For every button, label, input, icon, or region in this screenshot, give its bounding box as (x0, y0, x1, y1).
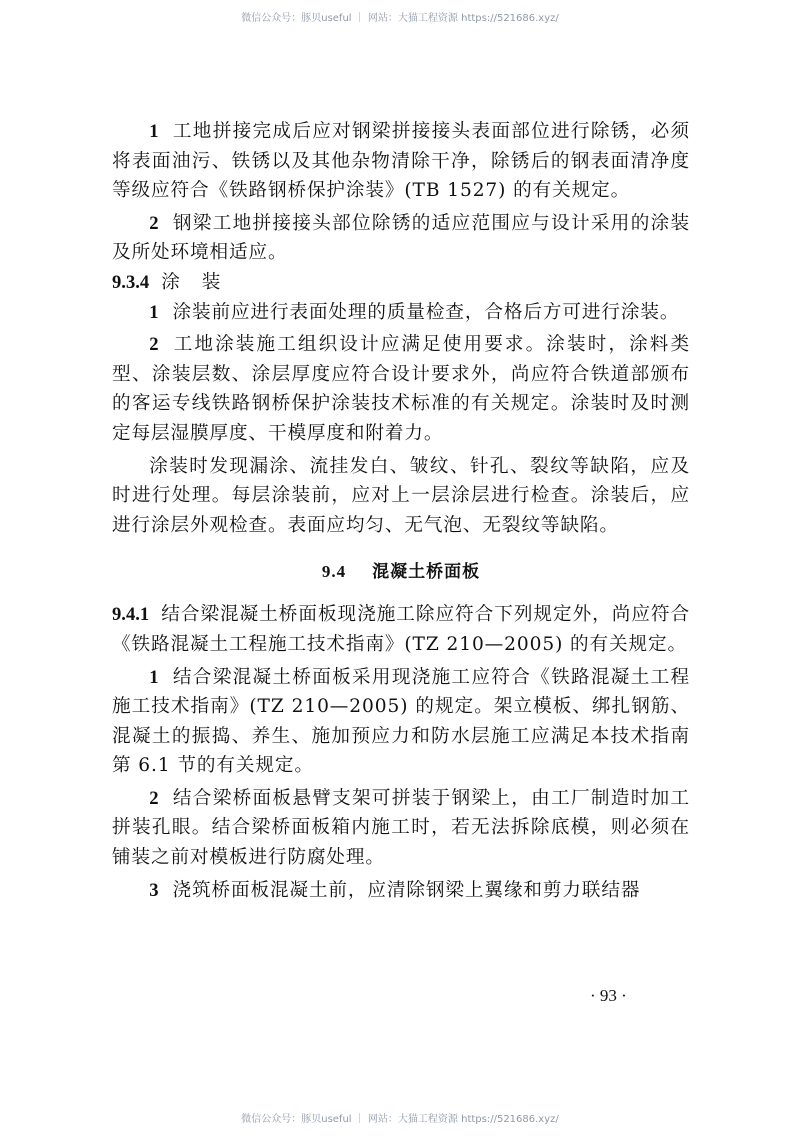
paragraph-text: 涂装时发现漏涂、流挂发白、皱纹、针孔、裂纹等缺陷，应及时进行处理。每层涂装前，应对上一层涂层进行检查。涂装后，应进行涂层外观检查。表面应均匀、无气泡、无裂纹等缺陷。 (112, 455, 690, 536)
paragraph-9-4-1 (112, 600, 690, 659)
paragraph-coating-1 (112, 298, 690, 328)
paragraph-text: 结合梁混凝土桥面板采用现浇施工应符合《铁路混凝土工程施工技术指南》(TZ 210—2005) 的规定。架立模板、绑扎钢筋、混凝土的振捣、养生、施加预应力和防水层施工应满足本技术指南第 6.1 节的有关规定。 (112, 666, 690, 777)
page-number: · 93 · (590, 986, 627, 1005)
subsection-number: 9.3.4 (112, 271, 150, 293)
paragraph-deck-1 (112, 663, 690, 781)
section-title: 混凝土桥面板 (372, 562, 481, 583)
clause-number: 9.4.1 (112, 604, 150, 626)
item-number: 1 (149, 121, 159, 142)
watermark-bottom: 微信公众号：豚贝useful ｜ 网站：大猫工程资源 https://521686.xyz/ (241, 1114, 559, 1125)
paragraph-text: 浇筑桥面板混凝土前，应清除钢梁上翼缘和剪力联结器 (172, 879, 641, 901)
item-number: 1 (149, 301, 159, 323)
paragraph-rust-removal-1 (112, 117, 690, 206)
item-number: 2 (149, 212, 159, 234)
paragraph-text: 结合梁混凝土桥面板现浇施工除应符合下列规定外，尚应符合《铁路混凝土工程施工技术指南》(TZ 210—2005) 的有关规定。 (112, 604, 690, 655)
paragraph-text: 工地涂装施工组织设计应满足使用要求。涂装时，涂料类型、涂装层数、涂层厚度应符合设计要求外，尚应符合铁道部颁布的客运专线铁路钢桥保护涂装技术标准的有关规定。涂装时及时测定每层湿膜厚度、干模厚度和附着力。 (112, 334, 690, 444)
item-number: 3 (149, 879, 159, 901)
paragraph-text: 涂装前应进行表面处理的质量检查，合格后方可进行涂装。 (172, 301, 680, 323)
paragraph-deck-2 (112, 784, 690, 873)
item-number: 1 (149, 666, 159, 688)
paragraph-coating-defects (112, 452, 690, 541)
document-page (112, 117, 690, 905)
watermark-top: 微信公众号：豚贝useful ｜ 网站：大猫工程资源 https://521686.xyz/ (241, 13, 559, 24)
subsection-heading-9-3-4 (112, 268, 690, 298)
subsection-title: 涂装 (161, 271, 243, 293)
paragraph-coating-2 (112, 330, 690, 448)
section-number: 9.4 (321, 562, 347, 582)
paragraph-deck-3 (112, 876, 690, 906)
item-number: 2 (149, 334, 159, 356)
paragraph-text: 钢梁工地拼接接头部位除锈的适应范围应与设计采用的涂装及所处环境相适应。 (112, 212, 690, 264)
paragraph-text: 工地拼接完成后应对钢梁拼接接头表面部位进行除锈，必须将表面油污、铁锈以及其他杂物清除干净，除锈后的钢表面清净度等级应符合《铁路钢桥保护涂装》(TB 1527) 的有关规定。 (112, 121, 690, 202)
section-heading-9-4 (112, 559, 690, 585)
item-number: 2 (149, 787, 159, 809)
paragraph-text: 结合梁桥面板悬臂支架可拼装于钢梁上，由工厂制造时加工拼装孔眼。结合梁桥面板箱内施工时，若无法拆除底模，则必须在铺装之前对模板进行防腐处理。 (112, 787, 690, 869)
paragraph-rust-removal-2 (112, 209, 690, 268)
